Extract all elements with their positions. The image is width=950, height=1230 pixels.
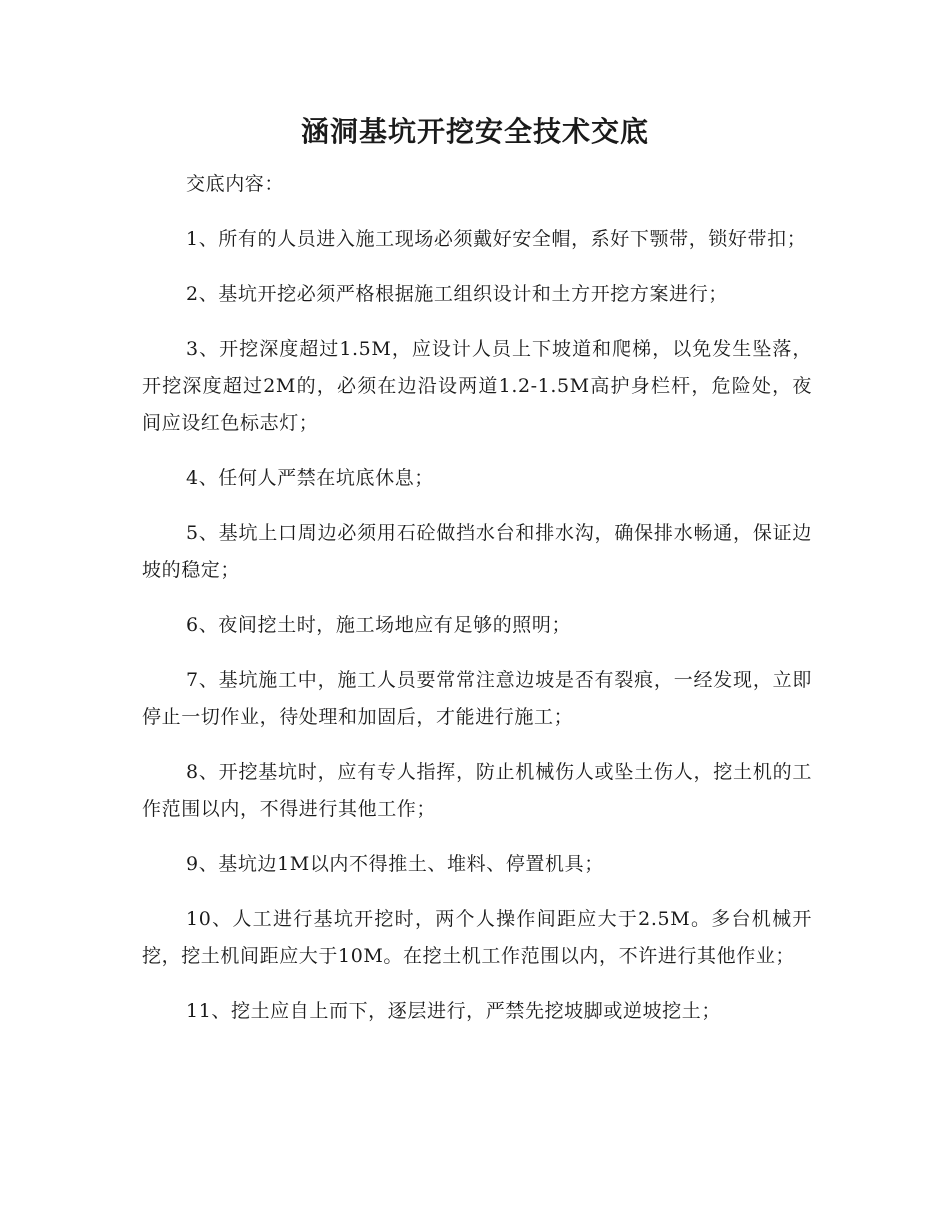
list-item: 1、所有的人员进入施工现场必须戴好安全帽，系好下颚带，锁好带扣； [186, 228, 807, 250]
list-item: 2、基坑开挖必须严格根据施工组织设计和土方开挖方案进行； [186, 283, 728, 305]
list-item: 5、基坑上口周边必须用石砼做挡水台和排水沟，确保排水畅通，保证边坡的稳定； [142, 522, 812, 581]
list-item: 11、挖土应自上而下，逐层进行，严禁先挖坡脚或逆坡挖土； [186, 1000, 721, 1022]
list-item: 8、开挖基坑时，应有专人指挥，防止机械伤人或坠土伤人，挖土机的工作范围以内，不得进行其他工作； [142, 761, 812, 820]
list-item: 6、夜间挖土时，施工场地应有足够的照明； [186, 614, 572, 636]
list-item: 9、基坑边1M以内不得推土、堆料、停置机具； [186, 853, 604, 875]
document-body [142, 166, 812, 1048]
list-item: 4、任何人严禁在坑底休息； [186, 467, 434, 489]
list-item: 3、开挖深度超过1.5M，应设计人员上下坡道和爬梯，以免发生坠落，开挖深度超过2M的，必须在边沿设两道1.2-1.5M高护身栏杆，危险处，夜间应设红色标志灯； [142, 338, 812, 434]
list-item: 7、基坑施工中，施工人员要常常注意边坡是否有裂痕，一经发现，立即停止一切作业，待处理和加固后，才能进行施工； [142, 669, 812, 728]
list-item: 10、人工进行基坑开挖时，两个人操作间距应大于2.5M。多台机械开挖，挖土机间距应大于10M。在挖土机工作范围以内，不许进行其他作业； [142, 908, 812, 967]
intro-line: 交底内容： [186, 173, 285, 195]
document-title: 涵洞基坑开挖安全技术交底 [300, 115, 649, 148]
